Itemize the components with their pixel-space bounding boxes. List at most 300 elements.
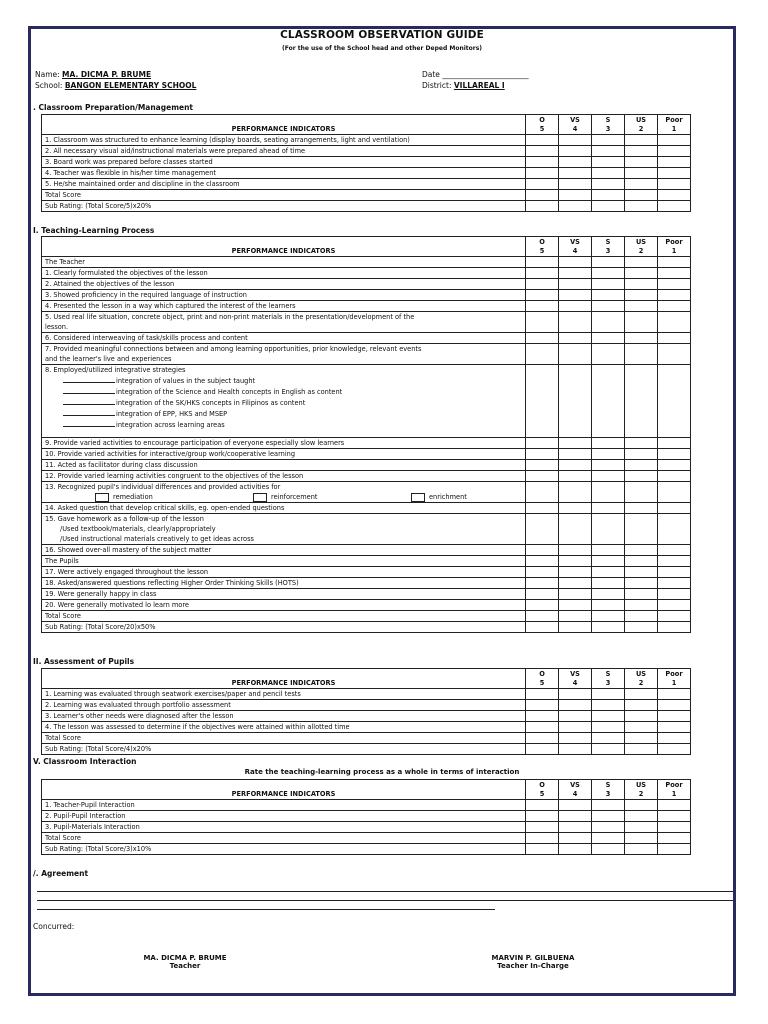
rating-cell[interactable]: [625, 279, 658, 290]
rating-cell[interactable]: [625, 146, 658, 157]
rating-cell[interactable]: [526, 611, 559, 622]
table-row: 9. Provide varied activities to encourage participation of everyone especially slow learners: [42, 438, 691, 449]
rating-cell[interactable]: [658, 301, 691, 312]
rating-cell[interactable]: [592, 279, 625, 290]
rating-cell[interactable]: [559, 201, 592, 212]
rating-cell[interactable]: [592, 622, 625, 633]
rating-cell[interactable]: [592, 800, 625, 811]
rating-cell[interactable]: [559, 301, 592, 312]
rating-cell[interactable]: [559, 268, 592, 279]
rating-cell[interactable]: [658, 622, 691, 633]
school-field: [35, 81, 196, 90]
indicators-header: PERFORMANCE INDICATORS: [42, 237, 526, 257]
rating-cell[interactable]: [526, 811, 559, 822]
rating-cell[interactable]: [592, 146, 625, 157]
rating-cell[interactable]: [526, 545, 559, 556]
rating-cell[interactable]: [592, 503, 625, 514]
rating-cell[interactable]: [526, 514, 559, 545]
date-value: _______________________: [442, 70, 529, 79]
rating-cell[interactable]: [625, 365, 658, 438]
rating-cell[interactable]: [559, 545, 592, 556]
rating-cell[interactable]: [658, 744, 691, 755]
table-row: 3. Learner's other needs were diagnosed after the lesson: [42, 711, 691, 722]
rating-cell[interactable]: [559, 438, 592, 449]
rating-cell[interactable]: [658, 700, 691, 711]
rating-cell[interactable]: [625, 545, 658, 556]
rating-cell[interactable]: [526, 146, 559, 157]
rating-cell[interactable]: [592, 438, 625, 449]
rating-cell[interactable]: [526, 157, 559, 168]
rating-cell[interactable]: [592, 689, 625, 700]
table-row: 2. Attained the objectives of the lesson: [42, 279, 691, 290]
rating-cell[interactable]: [658, 268, 691, 279]
reinforcement-option: reinforcement: [253, 492, 411, 502]
rating-cell[interactable]: [526, 689, 559, 700]
rating-cell[interactable]: [559, 600, 592, 611]
rating-cell[interactable]: [559, 503, 592, 514]
table-row: 3. Board work was prepared before classes started: [42, 157, 691, 168]
rating-cell[interactable]: [625, 268, 658, 279]
rating-cell[interactable]: [658, 279, 691, 290]
total-score-row: Total Score: [42, 733, 691, 744]
rating-cell[interactable]: [658, 600, 691, 611]
rating-cell[interactable]: [559, 589, 592, 600]
sub-rating-row: Sub Rating: (Total Score/20)x50%: [42, 622, 691, 633]
interaction-rate-note: Rate the teaching-learning process as a whole in terms of interaction: [244, 768, 520, 776]
rating-cell[interactable]: [592, 700, 625, 711]
rating-col-s: S 3: [592, 237, 625, 257]
table-row: 7. Provided meaningful connections between and among learning opportunities, prior knowledge, relevant events and the learner's live and experiences: [42, 344, 691, 365]
rating-cell[interactable]: [592, 600, 625, 611]
strategy-item: integration of the Science and Health concepts in English as content: [45, 386, 522, 397]
section-2-heading: I. Teaching-Learning Process: [33, 226, 155, 235]
rating-cell[interactable]: [658, 689, 691, 700]
rating-cell[interactable]: [625, 811, 658, 822]
rating-cell[interactable]: [592, 268, 625, 279]
rating-col-us: US 2: [625, 237, 658, 257]
district-value: VILLAREAL I: [453, 81, 505, 90]
rating-cell[interactable]: [526, 168, 559, 179]
group-label-row: [42, 556, 691, 567]
rating-cell[interactable]: [592, 722, 625, 733]
rating-cell[interactable]: [559, 135, 592, 146]
rating-cell[interactable]: [658, 711, 691, 722]
rating-cell[interactable]: [592, 312, 625, 333]
rating-col-s: S 3: [592, 669, 625, 689]
rating-cell[interactable]: [592, 811, 625, 822]
rating-cell[interactable]: [559, 344, 592, 365]
table-row: 17. Were actively engaged throughout the lesson: [42, 567, 691, 578]
rating-cell[interactable]: [526, 744, 559, 755]
rating-cell[interactable]: [658, 589, 691, 600]
rating-cell[interactable]: [526, 822, 559, 833]
rating-cell[interactable]: [658, 146, 691, 157]
table-row: 16. Showed over-all mastery of the subject matter: [42, 545, 691, 556]
rating-cell[interactable]: [625, 344, 658, 365]
rating-cell[interactable]: [526, 290, 559, 301]
rating-cell[interactable]: [559, 179, 592, 190]
table-row: 20. Were generally motivated lo learn more: [42, 600, 691, 611]
rating-cell[interactable]: [559, 578, 592, 589]
rating-cell[interactable]: [658, 460, 691, 471]
rating-cell[interactable]: [592, 157, 625, 168]
form-title: CLASSROOM OBSERVATION GUIDE: [280, 29, 484, 41]
rating-cell[interactable]: [526, 279, 559, 290]
rating-cell[interactable]: [625, 460, 658, 471]
rating-cell[interactable]: [658, 545, 691, 556]
rating-cell[interactable]: [658, 833, 691, 844]
rating-cell[interactable]: [526, 482, 559, 503]
rating-cell[interactable]: [625, 600, 658, 611]
rating-cell[interactable]: [625, 333, 658, 344]
table-row: 2. All necessary visual aid/instructional materials were prepared ahead of time: [42, 146, 691, 157]
rating-col-poor: Poor 1: [658, 115, 691, 135]
rating-col-us: US 2: [625, 780, 658, 800]
rating-cell[interactable]: [625, 622, 658, 633]
rating-cell[interactable]: [559, 567, 592, 578]
agreement-line-1[interactable]: [37, 890, 733, 892]
name-value: MA. DICMA P. BRUME: [62, 70, 152, 79]
table-row: 4. Presented the lesson in a way which captured the interest of the learners: [42, 301, 691, 312]
rating-cell[interactable]: [658, 135, 691, 146]
rating-cell[interactable]: [592, 135, 625, 146]
strategy-item: integration of values in the subject taught: [45, 375, 522, 386]
rating-cell[interactable]: [526, 833, 559, 844]
rating-cell[interactable]: [526, 503, 559, 514]
table-row: 1. Teacher-Pupil Interaction: [42, 800, 691, 811]
rating-cell[interactable]: [592, 290, 625, 301]
rating-cell[interactable]: [559, 722, 592, 733]
rating-cell[interactable]: [592, 333, 625, 344]
rating-cell[interactable]: [592, 168, 625, 179]
rating-cell[interactable]: [625, 449, 658, 460]
name-field: [35, 70, 151, 79]
agreement-line-2[interactable]: [37, 899, 733, 901]
section-2-table: [41, 236, 691, 633]
indicators-header: PERFORMANCE INDICATORS: [42, 115, 526, 135]
rating-cell[interactable]: [658, 811, 691, 822]
enrichment-checkbox[interactable]: [411, 493, 425, 502]
rating-cell[interactable]: [526, 460, 559, 471]
rating-cell[interactable]: [526, 471, 559, 482]
integrative-strategies-cell: 8. Employed/utilized integrative strategies integration of values in the subject taught integration of the Science and Health concepts in English as content integration of the SK/HKS concepts in Filipinos as content integration of EPP, HKS and MSEP integration across learning areas: [42, 365, 526, 438]
table-row: 19. Were generally happy in class: [42, 589, 691, 600]
pupils-group-label: The Pupils: [42, 556, 526, 567]
rating-cell[interactable]: [625, 157, 658, 168]
rating-cell[interactable]: [592, 567, 625, 578]
table-row: 13. Recognized pupil's individual differences and provided activities for remediation reinforcement enrichment: [42, 482, 691, 503]
rating-cell[interactable]: [526, 622, 559, 633]
district-label: District:: [422, 81, 452, 90]
rating-cell[interactable]: [559, 449, 592, 460]
rating-cell[interactable]: [559, 611, 592, 622]
table-header-row: [42, 115, 691, 135]
rating-cell[interactable]: [658, 800, 691, 811]
rating-cell[interactable]: [625, 290, 658, 301]
rating-col-us: US 2: [625, 115, 658, 135]
rating-cell[interactable]: [526, 567, 559, 578]
signatory-role: Teacher: [169, 962, 201, 970]
rating-cell[interactable]: [658, 333, 691, 344]
rating-cell[interactable]: [592, 365, 625, 438]
section-4-table: [41, 779, 691, 855]
rating-cell[interactable]: [592, 822, 625, 833]
rating-cell[interactable]: [559, 482, 592, 503]
strategy-item: integration across learning areas: [45, 419, 522, 430]
rating-cell[interactable]: [658, 290, 691, 301]
rating-cell[interactable]: [559, 711, 592, 722]
table-header-row: [42, 237, 691, 257]
rating-cell[interactable]: [526, 365, 559, 438]
rating-cell[interactable]: [625, 844, 658, 855]
rating-cell[interactable]: [559, 733, 592, 744]
teacher-in-charge-signatory: [453, 954, 613, 970]
rating-col-vs: VS 4: [559, 115, 592, 135]
rating-cell[interactable]: [526, 135, 559, 146]
rating-cell[interactable]: [592, 833, 625, 844]
total-score-row: Total Score: [42, 611, 691, 622]
rating-cell[interactable]: [559, 822, 592, 833]
rating-cell[interactable]: [625, 700, 658, 711]
rating-cell[interactable]: [592, 449, 625, 460]
remediation-option: remediation: [95, 492, 253, 502]
section-3-heading: II. Assessment of Pupils: [33, 657, 135, 666]
rating-cell[interactable]: [592, 545, 625, 556]
sub-rating-row: Sub Rating: (Total Score/4)x20%: [42, 744, 691, 755]
indicators-header: PERFORMANCE INDICATORS: [42, 780, 526, 800]
rating-cell[interactable]: [526, 844, 559, 855]
sub-rating-row: Sub Rating: (Total Score/5)x20%: [42, 201, 691, 212]
teacher-signatory: [105, 954, 265, 970]
table-row: 1. Clearly formulated the objectives of the lesson: [42, 268, 691, 279]
rating-cell[interactable]: [625, 611, 658, 622]
rating-cell[interactable]: [658, 482, 691, 503]
rating-cell[interactable]: [526, 578, 559, 589]
rating-cell[interactable]: [625, 578, 658, 589]
rating-cell[interactable]: [625, 822, 658, 833]
rating-cell[interactable]: [658, 567, 691, 578]
rating-cell[interactable]: [658, 365, 691, 438]
rating-cell[interactable]: [625, 438, 658, 449]
rating-cell[interactable]: [592, 844, 625, 855]
sub-rating-row: Sub Rating: (Total Score/3)x10%: [42, 844, 691, 855]
table-row: 4. The lesson was assessed to determine if the objectives were attained within allotted time: [42, 722, 691, 733]
rating-cell[interactable]: [625, 689, 658, 700]
table-row: 2. Pupil-Pupil Interaction: [42, 811, 691, 822]
table-row: 5. He/she maintained order and discipline in the classroom: [42, 179, 691, 190]
rating-cell[interactable]: [658, 578, 691, 589]
rating-cell[interactable]: [559, 471, 592, 482]
agreement-line-3[interactable]: [37, 908, 495, 910]
rating-cell[interactable]: [559, 514, 592, 545]
rating-cell[interactable]: [625, 514, 658, 545]
rating-cell[interactable]: [526, 312, 559, 333]
signatory-name: MA. DICMA P. BRUME: [143, 954, 227, 962]
rating-cell[interactable]: [658, 722, 691, 733]
section-3-table: [41, 668, 691, 755]
rating-cell[interactable]: [526, 268, 559, 279]
rating-cell[interactable]: [559, 365, 592, 438]
form-subtitle: (For the use of the School head and other Deped Monitors): [281, 45, 483, 52]
rating-cell[interactable]: [592, 344, 625, 365]
rating-cell[interactable]: [658, 471, 691, 482]
rating-cell[interactable]: [592, 471, 625, 482]
rating-cell[interactable]: [658, 190, 691, 201]
rating-cell[interactable]: [526, 600, 559, 611]
rating-cell[interactable]: [592, 201, 625, 212]
rating-cell[interactable]: [559, 279, 592, 290]
rating-cell[interactable]: [526, 711, 559, 722]
group-label-row: [42, 257, 691, 268]
rating-cell[interactable]: [625, 589, 658, 600]
rating-cell[interactable]: [526, 800, 559, 811]
table-row: 18. Asked/answered questions reflecting Higher Order Thinking Skills (HOTS): [42, 578, 691, 589]
rating-cell[interactable]: [625, 744, 658, 755]
rating-cell[interactable]: [658, 514, 691, 545]
rating-cell[interactable]: [559, 833, 592, 844]
table-row: 2. Learning was evaluated through portfolio assessment: [42, 700, 691, 711]
rating-cell[interactable]: [559, 190, 592, 201]
rating-cell[interactable]: [658, 344, 691, 365]
remediation-checkbox[interactable]: [95, 493, 109, 502]
rating-cell[interactable]: [559, 700, 592, 711]
rating-cell[interactable]: [625, 471, 658, 482]
rating-cell[interactable]: [526, 733, 559, 744]
rating-cell[interactable]: [592, 578, 625, 589]
rating-cell[interactable]: [592, 514, 625, 545]
section-4-heading: V. Classroom Interaction: [33, 757, 137, 766]
rating-cell[interactable]: [625, 722, 658, 733]
rating-cell[interactable]: [559, 622, 592, 633]
strategy-item: integration of the SK/HKS concepts in Filipinos as content: [45, 397, 522, 408]
rating-cell[interactable]: [559, 744, 592, 755]
rating-cell[interactable]: [559, 146, 592, 157]
rating-cell[interactable]: [658, 822, 691, 833]
rating-cell[interactable]: [559, 312, 592, 333]
rating-cell[interactable]: [625, 567, 658, 578]
rating-col-s: S 3: [592, 780, 625, 800]
section-5-heading: /. Agreement: [33, 869, 89, 878]
rating-cell[interactable]: [625, 833, 658, 844]
school-value: BANGON ELEMENTARY SCHOOL: [64, 81, 197, 90]
rating-cell[interactable]: [526, 449, 559, 460]
section-1-heading: . Classroom Preparation/Management: [33, 103, 194, 112]
table-header-row: [42, 780, 691, 800]
reinforcement-checkbox[interactable]: [253, 493, 267, 502]
rating-cell[interactable]: [658, 733, 691, 744]
rating-cell[interactable]: [526, 201, 559, 212]
rating-cell[interactable]: [559, 168, 592, 179]
rating-cell[interactable]: [658, 611, 691, 622]
rating-cell[interactable]: [625, 135, 658, 146]
rating-cell[interactable]: [625, 800, 658, 811]
rating-col-poor: Poor 1: [658, 669, 691, 689]
table-row: 11. Acted as facilitator during class discussion: [42, 460, 691, 471]
rating-cell[interactable]: [559, 811, 592, 822]
rating-cell[interactable]: [625, 190, 658, 201]
table-row: 12. Provide varied learning activities congruent to the objectives of the lesson: [42, 471, 691, 482]
rating-cell[interactable]: [592, 190, 625, 201]
rating-cell[interactable]: [658, 201, 691, 212]
rating-col-o: O 5: [526, 237, 559, 257]
rating-cell[interactable]: [526, 333, 559, 344]
rating-cell[interactable]: [526, 438, 559, 449]
name-label: Name:: [35, 70, 60, 79]
rating-cell[interactable]: [592, 482, 625, 503]
rating-col-o: O 5: [526, 780, 559, 800]
rating-cell[interactable]: [658, 503, 691, 514]
rating-cell[interactable]: [526, 700, 559, 711]
rating-cell[interactable]: [658, 449, 691, 460]
rating-cell[interactable]: [625, 201, 658, 212]
rating-cell[interactable]: [625, 179, 658, 190]
rating-cell[interactable]: [592, 179, 625, 190]
rating-cell[interactable]: [526, 301, 559, 312]
rating-cell[interactable]: [559, 689, 592, 700]
rating-cell[interactable]: [658, 157, 691, 168]
rating-cell[interactable]: [592, 733, 625, 744]
table-row: 15. Gave homework as a follow-up of the lesson /Used textbook/materials, clearly/appropriately /Used instructional materials creatively to get ideas across: [42, 514, 691, 545]
enrichment-option: enrichment: [411, 492, 467, 502]
rating-cell[interactable]: [592, 460, 625, 471]
rating-cell[interactable]: [526, 179, 559, 190]
rating-cell[interactable]: [625, 711, 658, 722]
teacher-group-label: The Teacher: [42, 257, 526, 268]
rating-cell[interactable]: [625, 301, 658, 312]
rating-col-vs: VS 4: [559, 669, 592, 689]
signatory-name: MARVIN P. GILBUENA: [491, 954, 575, 962]
rating-cell[interactable]: [625, 482, 658, 503]
table-row: 1. Classroom was structured to enhance learning (display boards, seating arrangements, light and ventilation): [42, 135, 691, 146]
total-score-row: Total Score: [42, 190, 691, 201]
rating-cell[interactable]: [526, 722, 559, 733]
rating-cell[interactable]: [592, 589, 625, 600]
rating-cell[interactable]: [526, 190, 559, 201]
school-label: School:: [35, 81, 63, 90]
rating-cell[interactable]: [592, 744, 625, 755]
rating-cell[interactable]: [559, 290, 592, 301]
rating-cell[interactable]: [526, 344, 559, 365]
rating-cell[interactable]: [592, 301, 625, 312]
rating-cell[interactable]: [658, 438, 691, 449]
rating-cell[interactable]: [559, 844, 592, 855]
rating-col-s: S 3: [592, 115, 625, 135]
signatory-role: Teacher In-Charge: [497, 962, 569, 970]
indicators-header: PERFORMANCE INDICATORS: [42, 669, 526, 689]
rating-cell[interactable]: [658, 844, 691, 855]
rating-cell[interactable]: [559, 333, 592, 344]
strategy-item: integration of EPP, HKS and MSEP: [45, 408, 522, 419]
concurred-label: Concurred:: [33, 922, 75, 931]
rating-col-vs: VS 4: [559, 780, 592, 800]
rating-cell[interactable]: [625, 733, 658, 744]
rating-cell[interactable]: [559, 157, 592, 168]
rating-cell[interactable]: [658, 168, 691, 179]
rating-cell[interactable]: [658, 179, 691, 190]
rating-cell[interactable]: [526, 589, 559, 600]
date-label: Date: [422, 70, 440, 79]
rating-cell[interactable]: [559, 800, 592, 811]
rating-cell[interactable]: [559, 460, 592, 471]
rating-cell[interactable]: [625, 503, 658, 514]
rating-cell[interactable]: [592, 611, 625, 622]
rating-cell[interactable]: [592, 711, 625, 722]
rating-cell[interactable]: [658, 312, 691, 333]
rating-col-us: US 2: [625, 669, 658, 689]
rating-cell[interactable]: [625, 312, 658, 333]
rating-cell[interactable]: [625, 168, 658, 179]
table-row: [42, 365, 691, 438]
